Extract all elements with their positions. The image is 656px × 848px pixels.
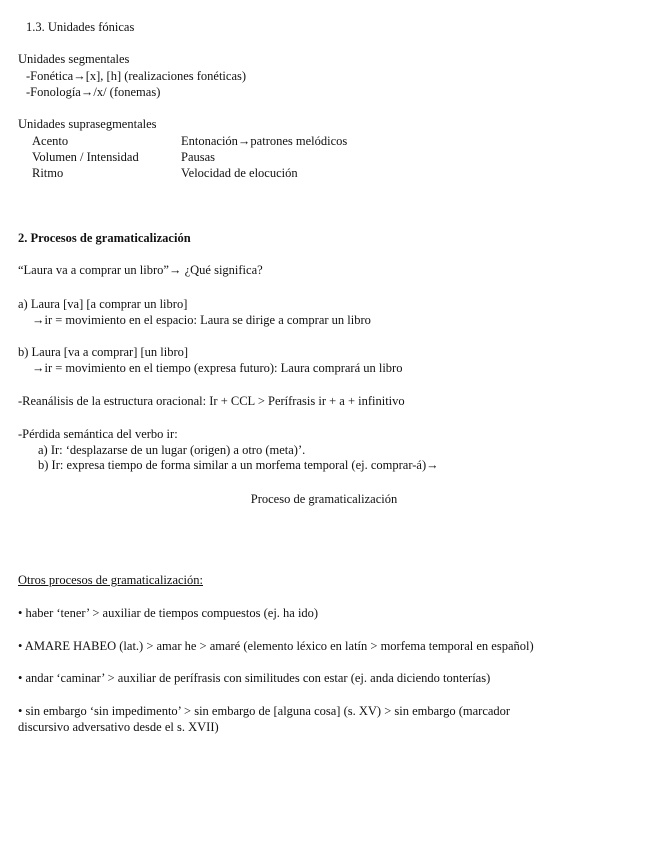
example-b-line-1: b) Laura [va a comprar] [un libro] bbox=[18, 345, 189, 359]
perdida-a: a) Ir: ‘desplazarse de un lugar (origen) a otro (meta)’. bbox=[38, 443, 306, 457]
segmentales-line-2: -Fonología→/x/ (fonemas) bbox=[26, 85, 161, 99]
segmentales-line-1: -Fonética→[x], [h] (realizaciones fonéticas) bbox=[26, 69, 247, 83]
suprasegmentales-heading: Unidades suprasegmentales bbox=[18, 117, 157, 131]
example-a-line-1: a) Laura [va] [a comprar un libro] bbox=[18, 297, 188, 311]
supra-row-2-right: Pausas bbox=[181, 150, 216, 164]
otros-item-3: • andar ‘caminar’ > auxiliar de perífrasis con similitudes con estar (ej. anda diciendo tonterías) bbox=[18, 671, 491, 685]
otros-item-2: • AMARE HABEO (lat.) > amar he > amaré (elemento léxico en latín > morfema temporal en español) bbox=[18, 639, 534, 653]
section-2-title: 2. Procesos de gramaticalización bbox=[18, 231, 191, 245]
process-caption bbox=[0, 491, 656, 507]
otros-item-1: • haber ‘tener’ > auxiliar de tiempos compuestos (ej. ha ido) bbox=[18, 606, 319, 620]
supra-row-1-left: Acento bbox=[32, 134, 69, 148]
process-caption-text: Proceso de gramaticalización bbox=[250, 492, 398, 506]
example-question: “Laura va a comprar un libro”→ ¿Qué significa? bbox=[18, 263, 263, 277]
otros-heading: Otros procesos de gramaticalización: bbox=[18, 573, 203, 587]
perdida-heading: -Pérdida semántica del verbo ir: bbox=[18, 427, 178, 441]
example-b-line-2: →ir = movimiento en el tiempo (expresa futuro): Laura comprará un libro bbox=[32, 361, 403, 375]
supra-row-1-right: Entonación→patrones melódicos bbox=[181, 134, 348, 148]
supra-row-2-left: Volumen / Intensidad bbox=[32, 150, 139, 164]
otros-item-4-line-1: • sin embargo ‘sin impedimento’ > sin embargo de [alguna cosa] (s. XV) > sin embargo (marcador bbox=[18, 704, 511, 718]
example-a-line-2: →ir = movimiento en el espacio: Laura se dirige a comprar un libro bbox=[32, 313, 371, 327]
supra-row-3-right: Velocidad de elocución bbox=[181, 166, 298, 180]
supra-row-3-left: Ritmo bbox=[32, 166, 64, 180]
segmentales-heading: Unidades segmentales bbox=[18, 52, 130, 66]
otros-item-4-line-2: discursivo adversativo desde el s. XVII) bbox=[18, 720, 219, 734]
reanalisis-line: -Reanálisis de la estructura oracional: Ir + CCL > Perífrasis ir + a + infinitivo bbox=[18, 394, 405, 408]
perdida-b: b) Ir: expresa tiempo de forma similar a un morfema temporal (ej. comprar-á)→ bbox=[38, 458, 439, 472]
section-1-3-title: 1.3. Unidades fónicas bbox=[26, 20, 135, 34]
